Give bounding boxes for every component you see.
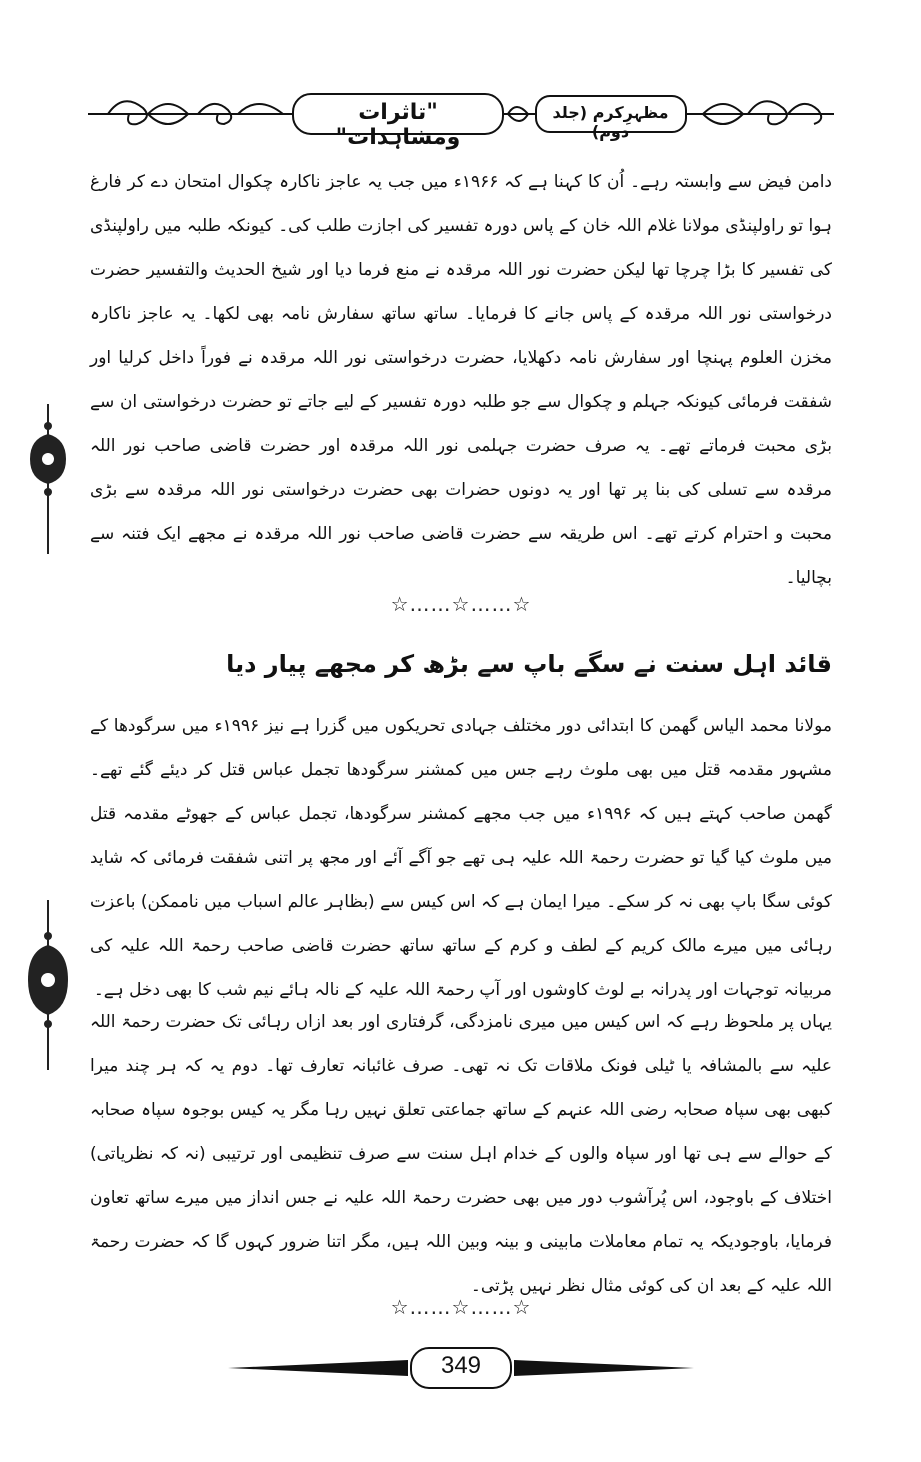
header-title: "تاثرات ومشاہدات" <box>335 100 461 150</box>
page-header <box>88 86 834 150</box>
section-separator: ☆……☆……☆ <box>390 1295 532 1319</box>
margin-ornament-icon <box>18 900 78 1070</box>
section-heading: قائد اہل سنت نے سگے باپ سے بڑھ کر مجھے پیار دیا <box>226 650 832 678</box>
header-book-title: مظہرِکرم (جلد دوم) <box>552 103 669 141</box>
paragraph-intro: دامن فیض سے وابستہ رہے۔ اُن کا کہنا ہے کہ ۱۹۶۶ء میں جب یہ عاجز ناکارہ چکوال امتحان دے کر فارغ ہوا تو راولپنڈی مولانا غلام اللہ خان کے پاس دورہ تفسیر کی اجازت طلب کی۔ کیونکہ طلبہ میں راولپنڈی کی تفسیر کا بڑا چرچا تھا لیکن حضرت نور اللہ مرقدہ نے منع فرما دیا اور شیخ الحدیث والتفسیر حضرت درخواستی نور اللہ مرقدہ کے پاس جانے کا فرمایا۔ ساتھ ساتھ سفارش نامہ بھی لکھا۔ یہ عاجز ناکارہ مخزن العلوم پہنچا اور سفارش نامہ دکھلایا، حضرت درخواستی نور اللہ مرقدہ نے فوراً داخل کرلیا اور شفقت فرمائی کیونکہ جہلم و چکوال سے جو طلبہ دورہ تفسیر کے لیے جاتے تو حضرت درخواستی ان سے بڑی محبت فرماتے تھے۔ یہ صرف حضرت جہلمی نور اللہ مرقدہ اور حضرت قاضی صاحب نور اللہ مرقدہ سے تسلی کی بنا پر تھا اور یہ دونوں حضرات بھی حضرت درخواستی نور اللہ مرقدہ سے بڑی محبت و احترام کرتے تھے۔ اس طریقہ سے حضرت قاضی صاحب نور اللہ مرقدہ نے مجھے ایک فتنہ سے بچالیا۔ <box>90 172 832 588</box>
paragraph-clarification: یہاں پر ملحوظ رہے کہ اس کیس میں میری نامزدگی، گرفتاری اور بعد ازاں رہائی تک حضرت رحمۃ اللہ علیہ سے بالمشافہ یا ٹیلی فونک ملاقات تک نہ تھی۔ صرف غائبانہ تعارف تھا۔ دوم یہ کہ ہر چند میرا کبھی بھی سپاہ صحابہ رضی اللہ عنہم کے ساتھ جماعتی تعلق نہیں رہا مگر یہ کیس بوجوہ سپاہ صحابہ کے حوالے سے ہی تھا اور سپاہ والوں کے خدام اہل سنت سے صرف تنظیمی اور ترتیبی (نہ کہ نظریاتی) اختلاف کے باوجود، اس پُرآشوب دور میں بھی حضرت رحمۃ اللہ علیہ نے جس انداز میں میرے ساتھ تعاون فرمایا، باوجودیکہ یہ تمام معاملات مابینی و بینہ وبین اللہ ہیں، مگر اتنا ضرور کہوں گا کہ حضرت رحمۃ اللہ علیہ کے بعد ان کی کوئی مثال نظر نہیں پڑتی۔ <box>90 1012 832 1296</box>
paragraph-ghumman-account: مولانا محمد الیاس گھمن کا ابتدائی دور مختلف جہادی تحریکوں میں گزرا ہے نیز ۱۹۹۶ء میں سرگودھا کے مشہور مقدمہ قتل میں بھی ملوث رہے جس میں کمشنر سرگودھا تجمل عباس قتل کر دیئے گئے تھے۔ گھمن صاحب کہتے ہیں کہ ۱۹۹۶ء میں جب مجھے کمشنر سرگودھا، تجمل عباس کے جھوٹے مقدمہ قتل میں ملوث کیا گیا تو حضرت رحمۃ اللہ علیہ ہی تھے جو آگے آئے اور مجھ پر اتنی شفقت فرمائی کہ شاید کوئی سگا باپ بھی نہ کر سکے۔ میرا ایمان ہے کہ اس کیس سے (بظاہر عالم اسباب میں ناممکن) باعزت رہائی میں میرے مالک کریم کے لطف و کرم کے ساتھ ساتھ حضرت قاضی صاحب رحمۃ اللہ علیہ کی مربیانہ توجہات اور پدرانہ بے لوث کاوشوں اور آپ رحمۃ اللہ علیہ کے نالہ ہائے نیم شب کا بھی دخل ہے۔ <box>90 716 832 1000</box>
margin-ornament-icon <box>18 404 78 554</box>
page-number: 349 <box>440 1352 482 1379</box>
page-footer <box>228 1340 694 1394</box>
section-separator: ☆……☆……☆ <box>390 592 532 616</box>
